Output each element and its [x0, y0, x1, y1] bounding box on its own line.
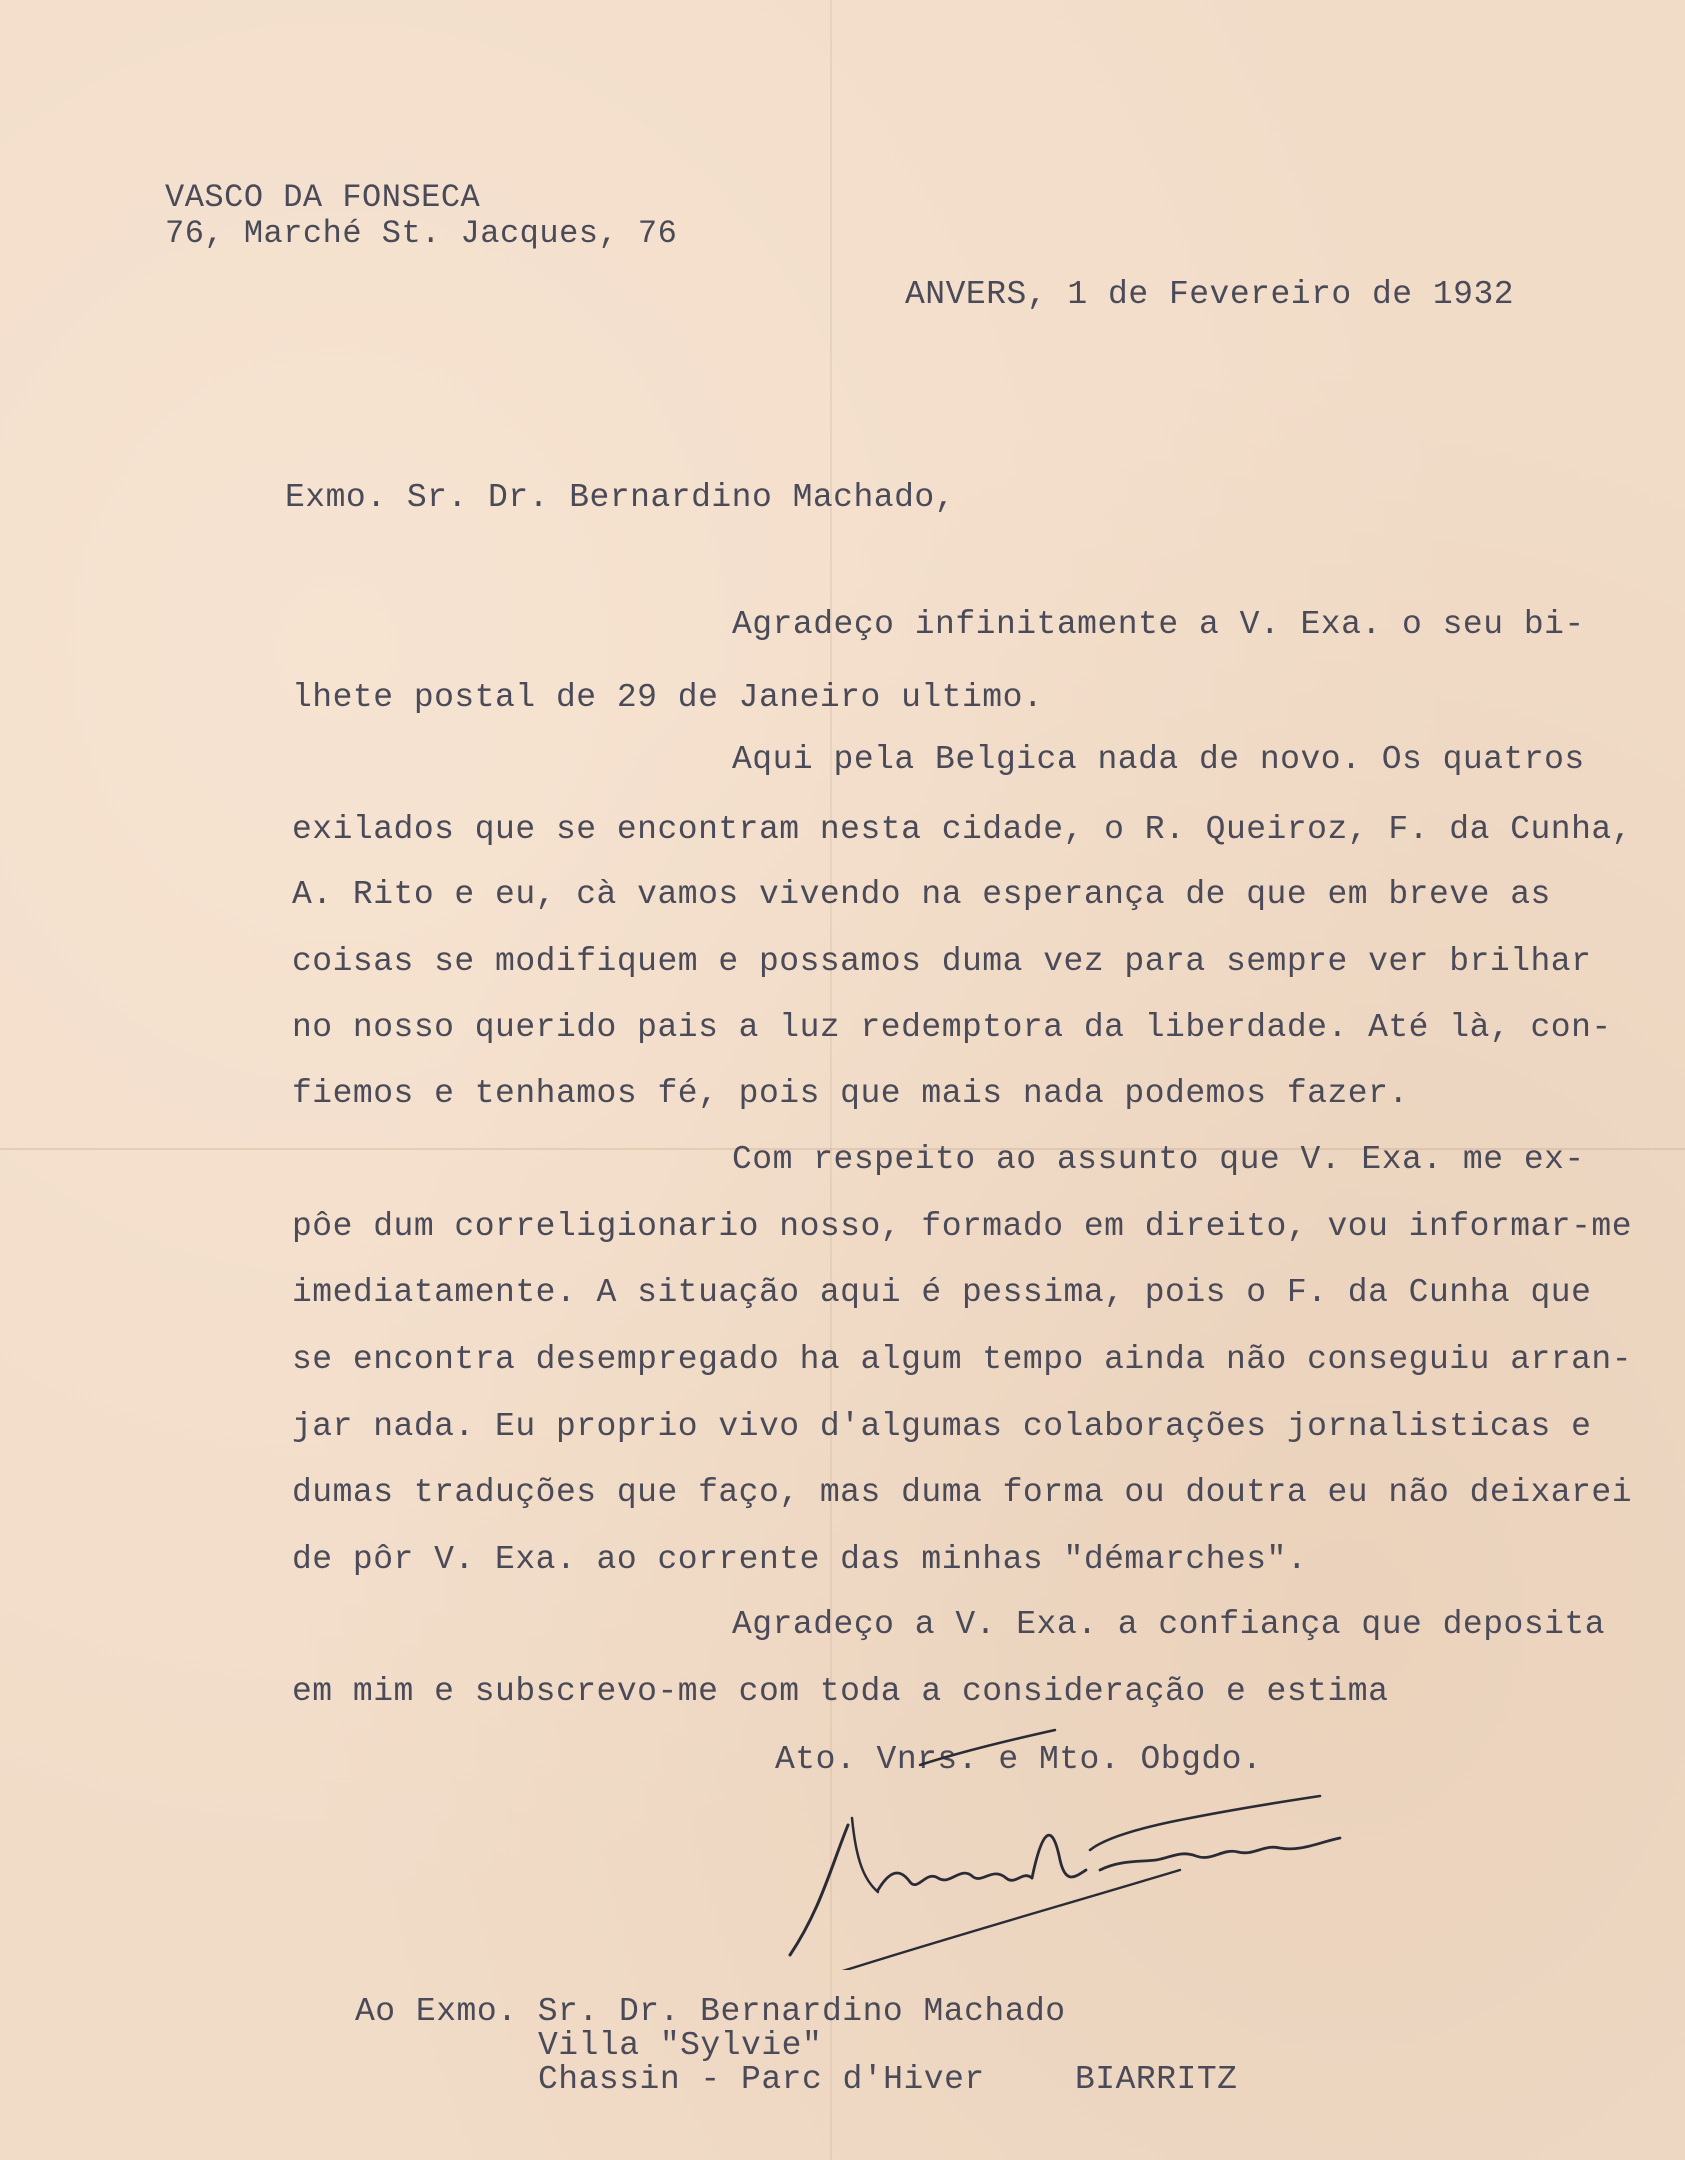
recipient-line: Ao Exmo. Sr. Dr. Bernardino Machado — [355, 1993, 1066, 2030]
body-line: Com respeito ao assunto que V. Exa. me ex- — [732, 1141, 1585, 1178]
signature — [760, 1710, 1380, 1970]
body-line: em mim e subscrevo-me com toda a consideração e estima — [292, 1673, 1389, 1710]
body-line: jar nada. Eu proprio vivo d'algumas colaborações jornalisticas e — [292, 1408, 1592, 1445]
salutation: Exmo. Sr. Dr. Bernardino Machado, — [285, 479, 956, 516]
body-line: Agradeço infinitamente a V. Exa. o seu bi- — [732, 606, 1585, 643]
body-line: Aqui pela Belgica nada de novo. Os quatros — [732, 741, 1585, 778]
body-line: dumas traduções que faço, mas duma forma ou doutra eu não deixarei — [292, 1474, 1633, 1511]
recipient-city: BIARRITZ — [1075, 2061, 1238, 2098]
body-line: Agradeço a V. Exa. a confiança que deposita — [732, 1606, 1606, 1643]
body-line: se encontra desempregado ha algum tempo ainda não conseguiu arran- — [292, 1341, 1633, 1378]
body-line: exilados que se encontram nesta cidade, o R. Queiroz, F. da Cunha, — [292, 811, 1633, 848]
sender-address: 76, Marché St. Jacques, 76 — [165, 215, 678, 252]
dateline: ANVERS, 1 de Fevereiro de 1932 — [905, 276, 1515, 313]
body-line: de pôr V. Exa. ao corrente das minhas "démarches". — [292, 1541, 1308, 1578]
body-line: coisas se modifiquem e possamos duma vez para sempre ver brilhar — [292, 943, 1592, 980]
recipient-line: Villa "Sylvie" — [538, 2027, 823, 2064]
body-line: imediatamente. A situação aqui é pessima, pois o F. da Cunha que — [292, 1274, 1592, 1311]
recipient-line: Chassin - Parc d'Hiver — [538, 2061, 985, 2098]
sender-name: VASCO DA FONSECA — [165, 179, 481, 216]
closing: Ato. Vnrs. e Mto. Obgdo. — [775, 1741, 1263, 1778]
body-line: lhete postal de 29 de Janeiro ultimo. — [292, 679, 1044, 716]
body-line: A. Rito e eu, cà vamos vivendo na esperança de que em breve as — [292, 876, 1551, 913]
body-line: no nosso querido pais a luz redemptora da liberdade. Até là, con- — [292, 1009, 1612, 1046]
body-line: fiemos e tenhamos fé, pois que mais nada podemos fazer. — [292, 1075, 1409, 1112]
body-line: pôe dum correligionario nosso, formado em direito, vou informar-me — [292, 1208, 1633, 1245]
